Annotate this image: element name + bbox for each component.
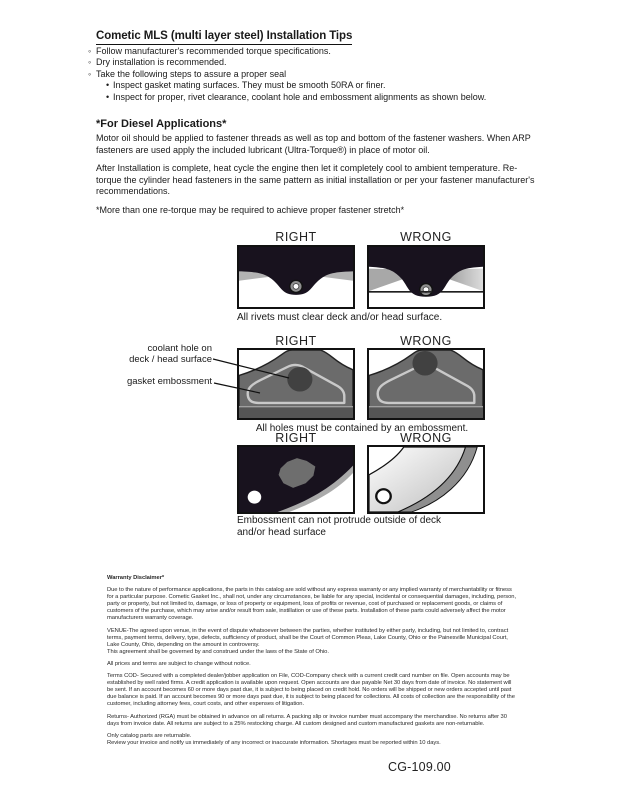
page-title: Cometic MLS (multi layer steel) Installation Tips	[96, 30, 352, 45]
rivet-right-drawing	[239, 247, 353, 307]
governing-law-line: This agreement shall be governed by and construed under the laws of the State of Ohio.	[107, 648, 329, 655]
wrong-column-label: WRONG	[400, 334, 452, 348]
rivet-caption: All rivets must clear deck and/or head surface.	[237, 312, 443, 323]
installation-tips-list	[88, 46, 548, 103]
hole-caption: All holes must be contained by an embossment.	[255, 423, 469, 434]
catalog-code: CG-109.00	[388, 760, 451, 774]
embossment-protrusion-wrong-diagram	[367, 445, 485, 514]
prices-terms-line: All prices and terms are subject to change without notice.	[107, 660, 251, 667]
wrong-column-label: WRONG	[400, 431, 452, 445]
gasket-embossment-label: gasket embossment	[126, 376, 212, 387]
rivet-clearance-right-diagram	[237, 245, 355, 309]
right-column-label: RIGHT	[275, 431, 317, 445]
hole-right-drawing	[239, 350, 353, 418]
protrusion-right-drawing	[239, 447, 353, 512]
warranty-paragraph: Due to the nature of performance applications, the parts in this catalog are sold without any express warranty or any implied warranty of merchantability or fitness for a particular purpose. Cometic Gasket Inc., shall not, under any circumstances, be liable for any special, incidental or consequential damages, including, person, party or property, but not limited to, damage, or loss of property or equipment, loss of profits or revenue, cost of purchased or replacement goods, or claims of customers of the purchase, which may arise and/or result from sale, instillation or use of these parts. Installation of these parts could adversely affect the motor manufacturers warranty coverage.	[107, 587, 517, 622]
right-column-label: RIGHT	[275, 334, 317, 348]
embossment-containment-right-diagram	[237, 348, 355, 420]
list-sub-item: • Inspect for proper, rivet clearance, coolant hole and embossment alignments as shown below.	[88, 92, 548, 103]
right-column-label: RIGHT	[275, 230, 317, 244]
rivet-clearance-wrong-diagram	[367, 245, 485, 309]
warranty-heading: Warranty Disclaimer*	[107, 575, 165, 581]
catalog-parts-line: Only catalog parts are returnable.	[107, 732, 192, 739]
diesel-paragraph-1: Motor oil should be applied to fastener threads as well as top and bottom of the fastener washers. When ARP fasteners are used apply the included lubricant (Ultra-Torque®) in place of motor oil.	[96, 133, 531, 155]
terms-cod-paragraph: Terms COD- Secured with a completed dealer/jobber application on File, COD-Company check with a current credit card number on file. Open accounts may be established by well rated firms. A credit application is available upon request. Open accounts are due payable Net 30 days from date of invoice. No statement will be sent. If an account becomes 60 or more days past due, it is subject to being placed on credit hold. No orders will be shipped or new orders accepted until past due balance is paid. If an account becomes 90 or more days past due, it is subject to being placed for collections. All costs of collection are the responsibility of the customer, including attorney fees, court costs, and other expenses of litigation.	[107, 673, 515, 708]
hole-wrong-drawing	[369, 350, 483, 418]
diesel-applications-heading: *For Diesel Applications*	[96, 118, 227, 130]
diesel-paragraph-2: After Installation is complete, heat cycle the engine then let it completely cool to ambient temperature. Re-torque the cylinder head fasteners in the same pattern as initial installation or per your fastener manufacturer's recommendations.	[96, 163, 535, 197]
list-item: ◦ Follow manufacturer's recommended torque specifications.	[88, 46, 548, 57]
warranty-disclaimer	[107, 575, 519, 752]
list-item: ◦ Take the following steps to assure a proper seal	[88, 69, 548, 80]
coolant-hole-label: coolant hole on deck / head surface	[129, 343, 212, 365]
list-sub-item: • Inspect gasket mating surfaces. They must be smooth 50RA or finer.	[88, 80, 548, 91]
review-invoice-line: Review your invoice and notify us immediately of any incorrect or inaccurate information. Shortages must be reported within 10 days.	[107, 739, 441, 746]
embossment-containment-wrong-diagram	[367, 348, 485, 420]
list-item: ◦ Dry installation is recommended.	[88, 57, 548, 68]
wrong-column-label: WRONG	[400, 230, 452, 244]
returns-paragraph: Returns- Authorized (RGA) must be obtained in advance on all returns. A packing slip or invoice number must accompany the merchandise. No returns after 30 days from invoice date. All returns are subject to a 25% restocking charge. All custom designed and custom manufactured gaskets are non-returnable.	[107, 713, 507, 727]
protrusion-wrong-drawing	[369, 447, 483, 512]
embossment-protrusion-right-diagram	[237, 445, 355, 514]
rivet-wrong-drawing	[369, 247, 483, 307]
protrusion-caption: Embossment can not protrude outside of deck and/or head surface	[237, 515, 442, 538]
venue-paragraph: VENUE-The agreed upon venue, in the event of dispute whatsoever between the parties, whether instituted by either party, including, but not limited to, contract terms, payment terms, delivery, type, defects, sufficiency of product, shall be the Court of Common Pleas, Lake County, Ohio or the Painesville Municipal Court, Lake County, Ohio, depending on the amount in controversy.	[107, 627, 509, 648]
retorque-note: *More than one re-torque may be required to achieve proper fastener stretch*	[96, 205, 405, 215]
